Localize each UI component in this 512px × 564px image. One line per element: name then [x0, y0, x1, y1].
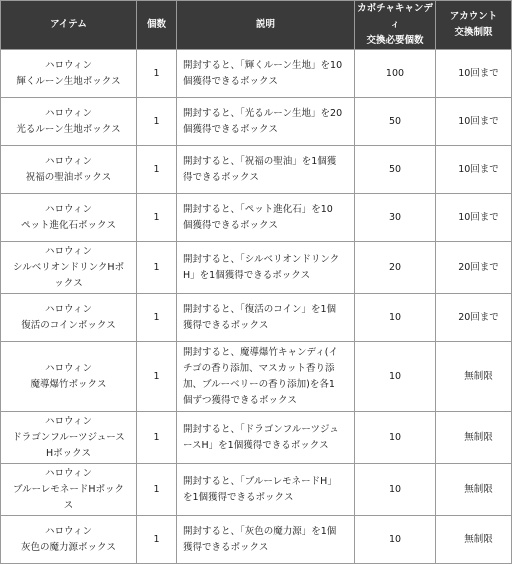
item-name-cell: ハロウィン ペット進化石ボックス	[1, 194, 137, 242]
desc-cell: 開封すると、「ペット進化石」を10 個獲得できるボックス	[177, 194, 355, 242]
cost-cell: 10	[355, 464, 436, 516]
desc-cell: 開封すると、「シルベリオンドリンク H」を1個獲得できるボックス	[177, 242, 355, 294]
item-name-cell: ハロウィン シルベリオンドリンクHボ ックス	[1, 242, 137, 294]
item-name-cell: ハロウィン 祝福の聖油ボックス	[1, 146, 137, 194]
qty-cell: 1	[137, 146, 177, 194]
limit-cell: 無制限	[436, 342, 512, 412]
limit-cell: 10回まで	[436, 146, 512, 194]
limit-cell: 10回まで	[436, 50, 512, 98]
table-row	[1, 342, 512, 412]
qty-cell: 1	[137, 294, 177, 342]
qty-cell: 1	[137, 50, 177, 98]
item-name-cell: ハロウィン 光るルーン生地ボックス	[1, 98, 137, 146]
qty-cell: 1	[137, 98, 177, 146]
desc-cell: 開封すると、「灰色の魔力源」を1個 獲得できるボックス	[177, 516, 355, 564]
item-name-cell: ハロウィン 輝くルーン生地ボックス	[1, 50, 137, 98]
qty-cell: 1	[137, 412, 177, 464]
qty-cell: 1	[137, 464, 177, 516]
qty-cell: 1	[137, 516, 177, 564]
item-name-cell: ハロウィン ドラゴンフルーツジュース Hボックス	[1, 412, 137, 464]
table-row	[1, 146, 512, 194]
limit-cell: 無制限	[436, 464, 512, 516]
cost-cell: 100	[355, 50, 436, 98]
header-qty: 個数	[137, 1, 177, 50]
desc-cell: 開封すると、魔導爆竹キャンディ(イ チゴの香り添加、マスカット香り添 加、ブルーベリーの香り添加)を各1 個ずつ獲得できるボックス	[177, 342, 355, 412]
item-name-cell: ハロウィン 魔導爆竹ボックス	[1, 342, 137, 412]
header-item: アイテム	[1, 1, 137, 50]
item-name-cell: ハロウィン 復活のコインボックス	[1, 294, 137, 342]
limit-cell: 無制限	[436, 412, 512, 464]
header-desc: 説明	[177, 1, 355, 50]
desc-cell: 開封すると、「復活のコイン」を1個 獲得できるボックス	[177, 294, 355, 342]
cost-cell: 20	[355, 242, 436, 294]
qty-cell: 1	[137, 342, 177, 412]
qty-cell: 1	[137, 194, 177, 242]
header-row	[1, 1, 512, 50]
limit-cell: 20回まで	[436, 294, 512, 342]
limit-cell: 無制限	[436, 516, 512, 564]
table-row	[1, 412, 512, 464]
table-row	[1, 98, 512, 146]
cost-cell: 30	[355, 194, 436, 242]
cost-cell: 50	[355, 98, 436, 146]
item-name-cell: ハロウィン 灰色の魔力源ボックス	[1, 516, 137, 564]
cost-cell: 50	[355, 146, 436, 194]
cost-cell: 10	[355, 516, 436, 564]
table-row	[1, 242, 512, 294]
qty-cell: 1	[137, 242, 177, 294]
cost-cell: 10	[355, 294, 436, 342]
desc-cell: 開封すると、「輝くルーン生地」を10 個獲得できるボックス	[177, 50, 355, 98]
cost-cell: 10	[355, 412, 436, 464]
table-row	[1, 50, 512, 98]
desc-cell: 開封すると、「光るルーン生地」を20 個獲得できるボックス	[177, 98, 355, 146]
table-row	[1, 294, 512, 342]
cost-cell: 10	[355, 342, 436, 412]
item-name-cell: ハロウィン ブルーレモネードHボック ス	[1, 464, 137, 516]
table-row	[1, 194, 512, 242]
limit-cell: 10回まで	[436, 98, 512, 146]
table-row	[1, 464, 512, 516]
desc-cell: 開封すると、「ドラゴンフルーツジュ ースH」を1個獲得できるボックス	[177, 412, 355, 464]
desc-cell: 開封すると、「祝福の聖油」を1個獲 得できるボックス	[177, 146, 355, 194]
table-row	[1, 516, 512, 564]
limit-cell: 10回まで	[436, 194, 512, 242]
desc-cell: 開封すると、「ブルーレモネードH」 を1個獲得できるボックス	[177, 464, 355, 516]
header-cost: カボチャキャンディ 交換必要個数	[355, 1, 436, 50]
header-limit: アカウント 交換制限	[436, 1, 512, 50]
limit-cell: 20回まで	[436, 242, 512, 294]
